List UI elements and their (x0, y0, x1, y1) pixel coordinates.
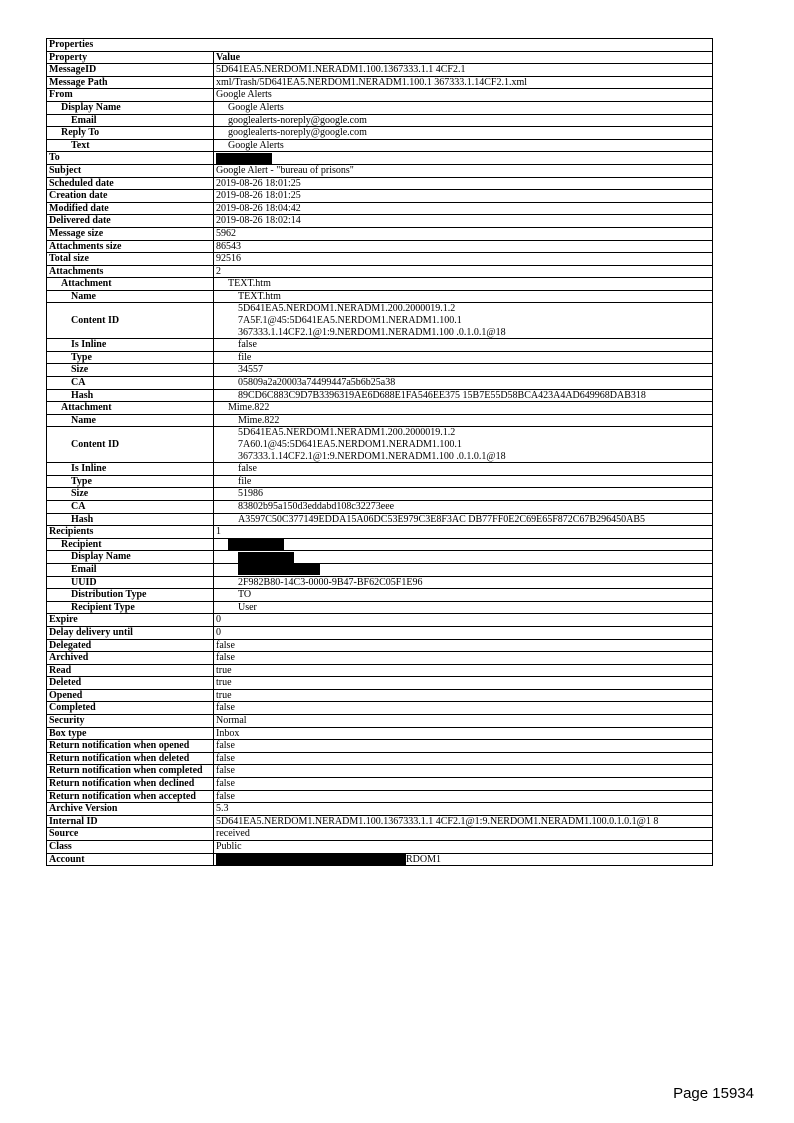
property-cell: From (47, 89, 214, 102)
value-cell: false (214, 652, 713, 665)
redaction-block (238, 552, 294, 563)
value-cell (214, 427, 713, 463)
value-cell (214, 538, 713, 551)
table-row (47, 351, 713, 364)
properties-table-body (47, 39, 713, 866)
value-line: 7A5F.1@45:5D641EA5.NERDOM1.NERADM1.100.1 (238, 315, 462, 327)
redaction-block (228, 539, 284, 550)
table-row (47, 101, 713, 114)
table-row (47, 841, 713, 854)
table-row (47, 303, 713, 339)
property-cell: Is Inline (47, 339, 214, 352)
property-cell: Attachment (47, 278, 214, 291)
property-cell: Archive Version (47, 803, 214, 816)
property-cell: MessageID (47, 64, 214, 77)
table-row (47, 240, 713, 253)
table-row (47, 290, 713, 303)
value-cell: 2F982B80-14C3-0000-9B47-BF62C05F1E96 (214, 576, 713, 589)
value-cell: received (214, 828, 713, 841)
table-row (47, 626, 713, 639)
property-cell: Class (47, 841, 214, 854)
table-row (47, 727, 713, 740)
table-row (47, 377, 713, 390)
value-cell: 2019-08-26 18:04:42 (214, 202, 713, 215)
value-cell: 2 (214, 265, 713, 278)
table-row (47, 265, 713, 278)
table-row (47, 601, 713, 614)
property-cell: Read (47, 664, 214, 677)
value-cell: 86543 (214, 240, 713, 253)
table-row (47, 215, 713, 228)
table-row (47, 715, 713, 728)
table-row (47, 64, 713, 77)
value-cell: true (214, 677, 713, 690)
property-cell: Distribution Type (47, 589, 214, 602)
table-row (47, 76, 713, 89)
property-cell: Text (47, 139, 214, 152)
value-cell: 2019-08-26 18:01:25 (214, 190, 713, 203)
property-cell: Content ID (47, 427, 214, 463)
property-cell: Name (47, 290, 214, 303)
page-number: Page 15934 (673, 1085, 754, 1102)
property-cell: Type (47, 475, 214, 488)
value-cell: Normal (214, 715, 713, 728)
column-header-property: Property (47, 51, 214, 64)
table-row (47, 853, 713, 866)
table-title: Properties (47, 39, 713, 52)
property-cell: Recipient Type (47, 601, 214, 614)
redaction-block (238, 564, 320, 575)
value-cell: 34557 (214, 364, 713, 377)
redaction-block (216, 854, 406, 865)
table-row (47, 765, 713, 778)
table-row (47, 202, 713, 215)
value-line: 5D641EA5.NERDOM1.NERADM1.200.2000019.1.2 (238, 427, 456, 439)
property-cell: Subject (47, 164, 214, 177)
value-cell: Public (214, 841, 713, 854)
table-row (47, 563, 713, 576)
table-row (47, 689, 713, 702)
value-cell: 1 (214, 526, 713, 539)
table-row (47, 139, 713, 152)
value-cell: false (214, 740, 713, 753)
value-cell: true (214, 664, 713, 677)
property-cell: Message Path (47, 76, 214, 89)
table-row (47, 513, 713, 526)
column-header-value: Value (214, 51, 713, 64)
property-cell: Return notification when opened (47, 740, 214, 753)
table-row (47, 402, 713, 415)
value-cell: 83802b95a150d3eddabd108c32273eee (214, 500, 713, 513)
property-cell: Size (47, 488, 214, 501)
table-row (47, 463, 713, 476)
property-cell: Delivered date (47, 215, 214, 228)
value-cell: xml/Trash/5D641EA5.NERDOM1.NERADM1.100.1 367333.1.14CF2.1.xml (214, 76, 713, 89)
property-cell: Account (47, 853, 214, 866)
property-cell: Completed (47, 702, 214, 715)
property-cell: Attachments (47, 265, 214, 278)
value-line: 367333.1.14CF2.1@1:9.NERDOM1.NERADM1.100 .0.1.0.1@18 (238, 450, 506, 462)
property-cell: Scheduled date (47, 177, 214, 190)
value-cell: 5D641EA5.NERDOM1.NERADM1.100.1367333.1.1 4CF2.1@1:9.NERDOM1.NERADM1.100.0.1.0.1@1 8 (214, 815, 713, 828)
property-cell: Reply To (47, 127, 214, 140)
property-cell: Email (47, 563, 214, 576)
redaction-block (216, 153, 272, 164)
table-row (47, 389, 713, 402)
value-cell: googlealerts-noreply@google.com (214, 127, 713, 140)
table-row (47, 190, 713, 203)
table-row (47, 114, 713, 127)
property-cell: Delay delivery until (47, 626, 214, 639)
property-cell: Recipient (47, 538, 214, 551)
table-row (47, 475, 713, 488)
property-cell: Source (47, 828, 214, 841)
table-row (47, 177, 713, 190)
table-row (47, 164, 713, 177)
table-row (47, 253, 713, 266)
property-cell: Type (47, 351, 214, 364)
value-cell (214, 152, 713, 165)
value-cell: 92516 (214, 253, 713, 266)
table-row (47, 339, 713, 352)
value-cell: 2019-08-26 18:02:14 (214, 215, 713, 228)
property-cell: Archived (47, 652, 214, 665)
value-cell: false (214, 463, 713, 476)
table-row (47, 790, 713, 803)
table-row (47, 551, 713, 564)
property-cell: Hash (47, 513, 214, 526)
table-row (47, 152, 713, 165)
property-cell: Attachment (47, 402, 214, 415)
table-row (47, 364, 713, 377)
table-row (47, 414, 713, 427)
table-row (47, 803, 713, 816)
table-title-row (47, 39, 713, 52)
value-cell: Inbox (214, 727, 713, 740)
table-row (47, 778, 713, 791)
property-cell: Display Name (47, 551, 214, 564)
table-row (47, 639, 713, 652)
property-cell: Return notification when deleted (47, 752, 214, 765)
property-cell: To (47, 152, 214, 165)
property-cell: Modified date (47, 202, 214, 215)
table-row (47, 677, 713, 690)
value-cell: true (214, 689, 713, 702)
value-cell: TEXT.htm (214, 278, 713, 291)
value-cell: 51986 (214, 488, 713, 501)
value-cell: 05809a2a20003a74499447a5b6b25a38 (214, 377, 713, 390)
table-row (47, 488, 713, 501)
value-cell: TEXT.htm (214, 290, 713, 303)
properties-table (46, 38, 713, 866)
value-text: RDOM1 (406, 853, 442, 865)
property-cell: Internal ID (47, 815, 214, 828)
table-row (47, 538, 713, 551)
value-cell: A3597C50C377149EDDA15A06DC53E979C3E8F3AC DB77FF0E2C69E65F872C67B296450AB5 (214, 513, 713, 526)
value-cell: Mime.822 (214, 402, 713, 415)
property-cell: Expire (47, 614, 214, 627)
value-cell: TO (214, 589, 713, 602)
property-cell: Email (47, 114, 214, 127)
property-cell: Box type (47, 727, 214, 740)
value-cell: 5.3 (214, 803, 713, 816)
value-cell: 0 (214, 626, 713, 639)
value-cell: file (214, 475, 713, 488)
property-cell: Total size (47, 253, 214, 266)
value-line: 367333.1.14CF2.1@1:9.NERDOM1.NERADM1.100 .0.1.0.1@18 (238, 326, 506, 338)
property-cell: Display Name (47, 101, 214, 114)
value-line: 7A60.1@45:5D641EA5.NERDOM1.NERADM1.100.1 (238, 439, 462, 450)
table-row (47, 752, 713, 765)
table-header-row (47, 51, 713, 64)
value-cell: false (214, 790, 713, 803)
table-row (47, 576, 713, 589)
property-cell: UUID (47, 576, 214, 589)
property-cell: Return notification when completed (47, 765, 214, 778)
value-cell: 0 (214, 614, 713, 627)
table-row (47, 614, 713, 627)
value-cell: file (214, 351, 713, 364)
value-cell: 2019-08-26 18:01:25 (214, 177, 713, 190)
table-row (47, 500, 713, 513)
value-cell: false (214, 765, 713, 778)
table-row (47, 227, 713, 240)
value-cell (214, 303, 713, 339)
value-cell (214, 551, 713, 564)
table-row (47, 127, 713, 140)
table-row (47, 589, 713, 602)
property-cell: Return notification when accepted (47, 790, 214, 803)
value-cell: false (214, 339, 713, 352)
table-row (47, 702, 713, 715)
property-cell: CA (47, 377, 214, 390)
property-cell: Size (47, 364, 214, 377)
table-row (47, 828, 713, 841)
table-row (47, 740, 713, 753)
value-cell: Mime.822 (214, 414, 713, 427)
property-cell: Creation date (47, 190, 214, 203)
value-cell: Google Alerts (214, 139, 713, 152)
property-cell: Return notification when declined (47, 778, 214, 791)
property-cell: Opened (47, 689, 214, 702)
table-row (47, 815, 713, 828)
value-cell: User (214, 601, 713, 614)
value-cell: 89CD6C883C9D7B3396319AE6D688E1FA546EE375 15B7E55D58BCA423A4AD649968DAB318 (214, 389, 713, 402)
value-cell: 5D641EA5.NERDOM1.NERADM1.100.1367333.1.1 4CF2.1 (214, 64, 713, 77)
property-cell: Hash (47, 389, 214, 402)
table-row (47, 89, 713, 102)
value-cell: Google Alerts (214, 101, 713, 114)
table-row (47, 278, 713, 291)
property-cell: Message size (47, 227, 214, 240)
property-cell: Content ID (47, 303, 214, 339)
value-cell: 5962 (214, 227, 713, 240)
table-row (47, 526, 713, 539)
value-cell (214, 853, 713, 866)
value-cell (214, 563, 713, 576)
value-line: 5D641EA5.NERDOM1.NERADM1.200.2000019.1.2 (238, 303, 456, 315)
property-cell: Is Inline (47, 463, 214, 476)
property-cell: Attachments size (47, 240, 214, 253)
value-cell: false (214, 778, 713, 791)
value-cell: false (214, 639, 713, 652)
table-row (47, 427, 713, 463)
value-cell: googlealerts-noreply@google.com (214, 114, 713, 127)
property-cell: Recipients (47, 526, 214, 539)
value-cell: Google Alert - "bureau of prisons" (214, 164, 713, 177)
value-cell: Google Alerts (214, 89, 713, 102)
property-cell: Delegated (47, 639, 214, 652)
value-cell: false (214, 752, 713, 765)
table-row (47, 664, 713, 677)
value-cell: false (214, 702, 713, 715)
property-cell: Deleted (47, 677, 214, 690)
property-cell: CA (47, 500, 214, 513)
property-cell: Name (47, 414, 214, 427)
property-cell: Security (47, 715, 214, 728)
table-row (47, 652, 713, 665)
